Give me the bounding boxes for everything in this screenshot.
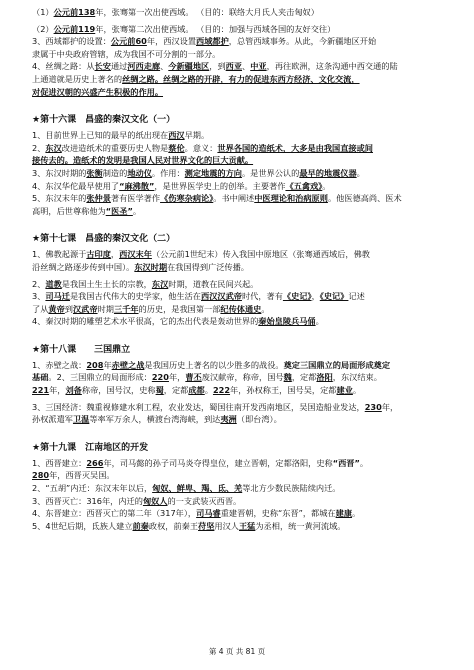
key-term: 张衡: [86, 167, 103, 178]
text-run: 年，西晋灭吴国。: [49, 470, 115, 481]
key-term: 蜀: [155, 385, 164, 396]
text-run: 隶属于中央政府管辖，成为我国不可分割的一部分。: [32, 48, 221, 59]
text-run: 废汉献帝，称帝，国号: [201, 372, 284, 383]
text-run: 改进造纸术的重要历史人物是: [61, 142, 169, 153]
text-line: [32, 73, 444, 86]
text-run: 3、东汉时期的: [32, 167, 87, 178]
text-run: 上通道就是历史上著名的: [32, 73, 123, 84]
key-term: 三千年: [113, 303, 139, 314]
text-line: [32, 359, 444, 372]
text-run: （1）: [32, 7, 54, 17]
key-term: 曹丕: [185, 372, 202, 383]
key-term: 地动仪: [127, 167, 152, 178]
text-run: 。: [322, 180, 331, 191]
key-term: 280: [32, 470, 50, 481]
key-term: 成都: [188, 385, 205, 396]
text-run: 记述: [348, 291, 365, 302]
text-run: （公元前1世纪末）传入我国中原地区（张骞通西域后，佛教: [151, 249, 370, 260]
key-term: 建业: [336, 385, 353, 396]
text-run: 2、: [32, 278, 46, 289]
text-run: 。2、三国鼎立的局面形成：: [48, 372, 152, 383]
key-term: 测定地震的方向: [184, 167, 242, 178]
key-term: 前秦: [132, 520, 149, 531]
text-run: 孙权派遣军: [32, 414, 73, 425]
key-term: 匈奴、鲜卑、羯、氐、羌: [152, 483, 243, 494]
key-term: 公元前60: [110, 36, 147, 47]
text-run: 在我国得到广泛传播。: [167, 261, 249, 272]
key-term: 东汉: [45, 142, 62, 153]
page-footer: 第 4 页 共 81 页: [208, 647, 266, 656]
text-run: 年，: [49, 385, 66, 396]
text-run: 从: [86, 61, 95, 72]
text-run: 。作用：: [151, 167, 185, 178]
text-run: ，定都: [291, 372, 317, 383]
key-term: 220: [151, 372, 169, 383]
text-run: 是我国历史上著名的以少胜多的战役。: [144, 359, 284, 370]
text-line: [32, 60, 444, 73]
text-run: 5、东汉末年的: [32, 193, 87, 204]
text-run: 年，: [381, 401, 399, 412]
text-run: 。他医德高尚、医术: [327, 193, 402, 204]
text-line: [32, 507, 444, 520]
key-term: 对促进汉朝的兴盛产生积极的作用。: [32, 86, 164, 97]
key-term: 东汉时期: [134, 261, 168, 272]
key-term: “医圣”: [105, 205, 133, 216]
text-run: 1、佛教起源于: [32, 249, 87, 260]
text-run: 早期。: [184, 130, 210, 141]
text-run: 。: [359, 457, 369, 468]
key-term: 基础: [32, 372, 49, 383]
text-line: [32, 86, 444, 99]
key-term: 长安: [94, 61, 111, 72]
text-line: [32, 48, 444, 61]
text-run: 1、目前世界上已知的最早的纸出现在: [32, 130, 169, 141]
text-run: 4、东晋建立：西晋灭亡的第二年（317年），: [32, 508, 197, 519]
key-term: 世界各国的造纸术，大多是由我国直接或间: [217, 142, 373, 153]
text-run: 称帝，国号汉，史称: [81, 385, 156, 396]
key-term: 司马睿: [196, 508, 221, 519]
lesson-heading-18: ★第十八课 三国鼎立: [32, 344, 131, 355]
text-run: 时期，道教在民间兴起。: [168, 278, 259, 289]
text-run: 1、西晋建立：: [32, 457, 87, 468]
key-term: 《伤寒杂病论》: [160, 193, 214, 204]
key-term: 公元前138: [53, 7, 96, 17]
text-run: 通过: [110, 61, 128, 72]
text-line: [32, 401, 444, 414]
text-run: 3、西域都护的设置：: [32, 36, 111, 47]
key-term: 西汉末年: [119, 249, 152, 260]
key-term: 最早的地震仪器: [299, 167, 357, 178]
text-run: ，定都: [163, 385, 189, 396]
key-term: 西亚: [225, 61, 243, 72]
text-run: ，: [311, 291, 320, 302]
text-run: 高明，后世尊称他为: [32, 205, 106, 216]
text-run: 年: [103, 359, 112, 370]
text-run: 等率军万余人，横渡台湾海峡，到达: [89, 414, 221, 425]
key-term: 今新疆地区: [168, 61, 210, 72]
text-line: [32, 315, 444, 328]
key-term: 赤壁之战: [111, 359, 145, 370]
key-term: 洛阳: [316, 372, 333, 383]
text-run: 2、: [32, 142, 46, 153]
text-run: 到: [64, 303, 73, 314]
text-run: 。: [352, 508, 361, 519]
key-term: 东汉: [151, 278, 169, 289]
key-term: 魏: [283, 372, 292, 383]
key-term: 古印度: [86, 249, 111, 260]
text-run: 。是世界公认的: [241, 167, 300, 178]
key-term: 266: [86, 457, 104, 468]
text-run: 重建晋朝，史称“东晋”，都城在: [220, 508, 336, 519]
key-term: 221: [32, 385, 50, 396]
text-line: [32, 303, 444, 316]
text-run: 316: [86, 495, 102, 506]
text-line: [32, 469, 444, 482]
text-line: [32, 205, 444, 218]
key-term: 道教: [45, 278, 62, 289]
key-term: 《史记》: [319, 291, 349, 302]
key-term: 黄帝: [48, 303, 65, 314]
text-run: 年，张骞第一次出使西域。 （目的：联络大月氏人夹击匈奴）: [95, 7, 319, 17]
text-line: [32, 495, 444, 508]
key-term: 《五禽戏》: [285, 180, 323, 191]
text-line: [32, 520, 444, 533]
text-run: 制造的: [102, 167, 128, 178]
text-run: 5、4世纪后期，氐族人建立: [32, 520, 133, 531]
key-term: 有力的促进东西方经济、文化交流，: [228, 73, 360, 84]
text-run: 、: [160, 61, 169, 72]
key-term: 西域都护: [196, 36, 229, 47]
key-term: 《史记》: [282, 291, 312, 302]
text-line: [32, 154, 444, 167]
text-line: [32, 384, 444, 397]
text-run: （即台湾）。: [236, 414, 282, 425]
key-term: “麻沸散”: [119, 180, 155, 191]
text-run: 了从: [32, 303, 49, 314]
key-term: 中亚: [250, 61, 267, 72]
text-run: 。: [261, 303, 270, 314]
lesson-heading-17: ★第十七课 昌盛的秦汉文化（二）: [32, 234, 176, 245]
key-term: 接传去的。造纸术的发明是我国人民对世界文化的巨大贡献。: [32, 155, 254, 166]
text-run: 。: [356, 167, 365, 178]
text-run: 1、赤壁之战：: [32, 359, 87, 370]
key-term: 中医理论和治病原则: [254, 193, 328, 204]
text-line: [32, 457, 444, 470]
text-line: [32, 6, 444, 19]
text-run: 年，内迁的: [101, 495, 143, 506]
text-run: 著有医学著作: [110, 193, 161, 204]
text-run: 。: [315, 316, 324, 327]
key-term: 河西走廊: [127, 61, 161, 72]
text-line: [32, 248, 444, 261]
lesson-heading-19: ★第十九课 江南地区的开发: [32, 442, 149, 453]
text-run: ，是世界医学史上的创举。主要著作: [154, 180, 286, 191]
key-term: 208: [86, 359, 104, 370]
text-run: ，东汉结束。: [332, 372, 382, 383]
text-run: 年，孙权称王，国号吴，定都: [230, 385, 337, 396]
key-term: 蔡伦: [168, 142, 185, 153]
text-run: 的历史，是我国第一部: [138, 303, 221, 314]
text-run: 沿丝绸之路逐步传到中国）。: [32, 261, 135, 272]
text-run: 用汉人: [214, 520, 239, 531]
lesson-heading-16: ★第十六课 昌盛的秦汉文化（一）: [32, 115, 176, 126]
text-run: （2）: [32, 23, 54, 34]
key-term: 汉武帝: [72, 303, 98, 314]
key-term: 西汉: [168, 130, 185, 141]
key-term: 纪传体通史: [220, 303, 262, 314]
key-term: 奠定三国鼎立的局面形成奠定: [283, 359, 391, 370]
text-run: 3、三国经济：魏重视修建水利工程，农业发达，蜀国往南开发西南地区，吴国造船业发达，: [32, 401, 365, 412]
text-run: ，: [110, 249, 120, 260]
key-term: “西晋”: [332, 457, 360, 468]
text-run: 4、东汉华佗最早使用了: [32, 180, 120, 191]
key-term: 刘备: [65, 385, 82, 396]
text-run: 4、秦汉时期的雕塑艺术水平很高，它的杰出代表是轰动世界的: [32, 316, 259, 327]
text-line: [32, 167, 444, 180]
key-term: 丝绸之路: [122, 73, 155, 84]
text-run: 、: [242, 61, 251, 72]
text-run: 年，西汉设置: [146, 36, 197, 47]
text-run: 3、: [32, 291, 46, 302]
text-run: 是我国土生土长的宗教，: [61, 278, 152, 289]
text-line: [32, 192, 444, 205]
text-run: 为丞相，统一黄河流域。: [255, 520, 346, 531]
text-run: 时期: [97, 303, 114, 314]
key-term: 公元前119: [53, 23, 96, 34]
text-line: [32, 180, 444, 193]
text-run: 的一支武装灭西晋。: [167, 495, 242, 506]
text-run: 3、西晋灭亡：: [32, 495, 87, 506]
key-term: 夷洲: [220, 414, 237, 425]
key-term: 222: [212, 385, 231, 396]
text-line: [32, 129, 444, 142]
text-run: 。: [352, 385, 362, 396]
text-run: ，到: [209, 61, 226, 72]
text-run: 是我国古代伟大的史学家，他生活在: [69, 291, 201, 302]
text-line: [32, 278, 444, 291]
key-term: 西汉汉武帝: [201, 291, 242, 302]
text-line: [32, 290, 444, 303]
key-term: 王猛: [238, 520, 256, 531]
text-run: 2、“五胡”内迁：东汉末年以后，: [32, 483, 153, 494]
text-line: [32, 142, 444, 155]
text-run: ，总管西域事务。从此，今新疆地区开始: [228, 36, 377, 47]
text-line: [32, 261, 444, 274]
key-term: 司马迁: [45, 291, 70, 302]
text-line: [32, 413, 444, 426]
text-run: 年，: [168, 372, 186, 383]
text-line: [32, 23, 444, 36]
text-line: [32, 371, 444, 384]
text-run: 。书中阐述: [213, 193, 255, 204]
text-run: 等北方少数民族陆续内迁。: [242, 483, 341, 494]
key-term: 230: [364, 401, 382, 412]
key-term: 张仲景: [86, 193, 111, 204]
text-run: 年，张骞第二次出使西域。 （目的：加强与西域各国的友好交往）: [95, 23, 336, 34]
text-run: ，再往欧洲，这条沟通中西交通的陆: [266, 61, 398, 72]
key-term: 建康: [335, 508, 353, 519]
text-run: 4、丝绸之路：: [32, 61, 87, 72]
key-term: 秦始皇陵兵马俑: [258, 316, 316, 327]
key-term: 卫温: [72, 414, 90, 425]
text-run: 。: [132, 205, 142, 216]
text-run: 。意义：: [184, 142, 218, 153]
text-run: 时代，著有: [241, 291, 283, 302]
text-line: [32, 35, 444, 48]
key-term: 。丝绸之路的开辟，: [154, 73, 229, 84]
key-term: 苻坚: [198, 520, 215, 531]
text-run: 。: [204, 385, 213, 396]
key-term: 匈奴人: [142, 495, 168, 506]
text-run: 政权，前秦王: [148, 520, 199, 531]
text-line: [32, 482, 444, 495]
text-run: 年，司马懿的孙子司马炎夺得皇位，建立晋朝，定都洛阳，史称: [103, 457, 333, 468]
